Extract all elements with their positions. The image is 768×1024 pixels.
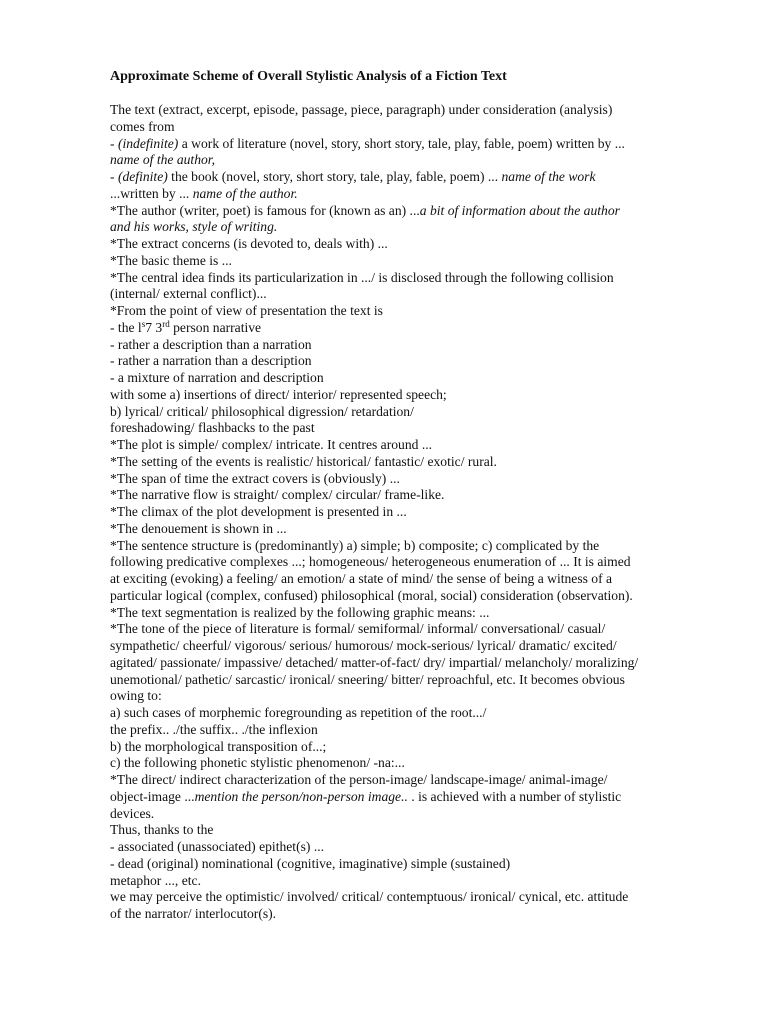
italic-segment: name of the work — [501, 169, 596, 184]
text-line — [110, 337, 730, 354]
text-segment: *The author (writer, poet) is famous for (known as an) ... — [110, 202, 420, 218]
text-segment: - a mixture of narration and description — [110, 370, 324, 385]
text-segment: - rather a narration than a description — [110, 353, 312, 369]
text-segment: comes from — [110, 118, 175, 134]
text-segment: sympathetic/ cheerful/ vigorous/ serious/ humorous/ mock-serious/ lyrical/ dramatic/ excited/ — [110, 638, 617, 653]
text-segment: we may perceive the optimistic/ involved/ critical/ contemptuous/ ironical/ cynical, etc. attitude — [110, 889, 629, 905]
text-segment: *The central idea finds its particularization in .../ is disclosed through the following collision — [110, 269, 614, 285]
text-line — [110, 873, 730, 890]
text-segment: (internal/ external conflict)... — [110, 286, 267, 302]
text-line — [110, 806, 730, 823]
text-segment: *The direct/ indirect characterization of the person-image/ landscape-image/ animal-image/ — [110, 772, 608, 787]
text-segment: *The tone of the piece of literature is formal/ semiformal/ informal/ conversational/ casual/ — [110, 621, 606, 637]
italic-segment: and his works, style of writing. — [110, 219, 278, 235]
text-segment: Thus, thanks to the — [110, 822, 214, 838]
text-segment: the book (novel, story, short story, tale, play, fable, poem) ... — [167, 169, 502, 184]
text-line — [110, 353, 730, 370]
text-line — [110, 102, 730, 119]
text-line — [110, 789, 730, 806]
text-line — [110, 554, 730, 571]
text-segment: - — [110, 135, 118, 151]
text-segment: of the narrator/ interlocutor(s). — [110, 906, 277, 921]
text-segment: a) such cases of morphemic foregrounding as repetition of the root.../ — [110, 705, 487, 720]
text-line — [110, 303, 730, 320]
text-line — [110, 504, 730, 521]
text-segment: c) the following phonetic stylistic phenomenon/ -na:... — [110, 755, 405, 771]
italic-segment: (indefinite) — [117, 135, 179, 151]
text-segment: agitated/ passionate/ impassive/ detached/ matter-of-fact/ dry/ impartial/ melancholy/ moralizing/ — [110, 654, 639, 670]
text-line — [110, 588, 730, 605]
text-segment: with some a) insertions of direct/ interior/ represented speech; — [110, 386, 447, 402]
text-line — [110, 270, 730, 287]
text-segment: b) the morphological transposition of...; — [110, 738, 327, 754]
text-segment: *The sentence structure is (predominantly) a) simple; b) composite; c) complicated by the — [110, 537, 600, 553]
text-segment: *The text segmentation is realized by the following graphic means: ... — [110, 604, 490, 620]
text-line — [110, 236, 730, 253]
text-segment: the prefix.. ./the suffix.. ./the inflexion — [110, 721, 318, 737]
text-line — [110, 286, 730, 303]
text-line — [110, 772, 730, 789]
text-segment: metaphor ..., etc. — [110, 872, 201, 888]
text-line — [110, 621, 730, 638]
text-line — [110, 370, 730, 387]
document-body — [110, 102, 730, 923]
text-segment: *The basic theme is ... — [110, 252, 232, 268]
text-line — [110, 203, 730, 220]
text-segment: *The denouement is shown in ... — [110, 520, 287, 536]
text-line — [110, 906, 730, 923]
text-segment: a work of literature (novel, story, short story, tale, play, fable, poem) written by ... — [178, 135, 625, 151]
italic-segment: mention the person/non-person image.. — [194, 788, 408, 804]
text-line — [110, 119, 730, 136]
italic-segment: name of the author. — [192, 185, 298, 201]
text-line — [110, 169, 730, 186]
text-line — [110, 253, 730, 270]
text-line — [110, 672, 730, 689]
text-line — [110, 571, 730, 588]
text-line — [110, 638, 730, 655]
text-line — [110, 739, 730, 756]
text-segment: *The narrative flow is straight/ complex/ circular/ frame-like. — [110, 487, 445, 503]
text-segment: - the l — [110, 319, 142, 335]
text-line — [110, 538, 730, 555]
text-line — [110, 722, 730, 739]
text-line — [110, 454, 730, 471]
text-line — [110, 688, 730, 705]
text-segment: *The setting of the events is realistic/ historical/ fantastic/ exotic/ rural. — [110, 453, 497, 469]
text-line — [110, 437, 730, 454]
text-segment: following predicative complexes ...; homogeneous/ heterogeneous enumeration of ... It is aimed — [110, 554, 631, 570]
text-line — [110, 404, 730, 421]
text-segment: b) lyrical/ critical/ philosophical digression/ retardation/ — [110, 403, 414, 419]
text-segment: . is achieved with a number of stylistic — [407, 788, 622, 804]
text-segment: particular logical (complex, confused) philosophical (moral, social) consideration (observation). — [110, 587, 633, 603]
text-segment: - — [110, 169, 118, 184]
text-segment: - rather a description than a narration — [110, 336, 312, 352]
text-segment: object-image ... — [110, 788, 195, 804]
text-line — [110, 605, 730, 622]
text-segment: *The span of time the extract covers is (obviously) ... — [110, 470, 400, 486]
italic-segment: (definite) — [117, 169, 168, 184]
text-line — [110, 471, 730, 488]
text-segment: at exciting (evoking) a feeling/ an emotion/ a state of mind/ the sense of being a witness of a — [110, 571, 613, 586]
text-line — [110, 219, 730, 236]
text-line — [110, 387, 730, 404]
text-segment: *From the point of view of presentation the text is — [110, 303, 383, 318]
text-line — [110, 420, 730, 437]
italic-segment: name of the author, — [110, 152, 215, 168]
text-segment: ...written by ... — [110, 185, 193, 201]
text-segment: foreshadowing/ flashbacks to the past — [110, 420, 315, 436]
text-segment: The text (extract, excerpt, episode, passage, piece, paragraph) under consideration (analysis) — [110, 102, 613, 117]
text-segment: owing to: — [110, 688, 162, 704]
text-line — [110, 705, 730, 722]
text-line — [110, 822, 730, 839]
italic-segment: a bit of information about the author — [419, 202, 620, 218]
text-line — [110, 136, 730, 153]
text-line — [110, 889, 730, 906]
text-line — [110, 755, 730, 772]
text-line — [110, 839, 730, 856]
text-line — [110, 655, 730, 672]
text-segment: - dead (original) nominational (cognitive, imaginative) simple (sustained) — [110, 855, 511, 871]
superscript-segment: s — [141, 318, 146, 329]
text-segment: *The plot is simple/ complex/ intricate. It centres around ... — [110, 437, 433, 452]
text-line — [110, 320, 730, 337]
text-segment: *The extract concerns (is devoted to, deals with) ... — [110, 236, 388, 251]
text-line — [110, 152, 730, 169]
superscript-segment: rd — [162, 318, 170, 329]
text-segment: devices. — [110, 805, 155, 821]
text-segment: - associated (unassociated) epithet(s) ... — [110, 839, 325, 854]
text-segment: 7 3 — [145, 319, 163, 335]
text-line — [110, 521, 730, 538]
text-line — [110, 186, 730, 203]
text-segment: *The climax of the plot development is presented in ... — [110, 504, 407, 519]
text-segment: person narrative — [169, 319, 262, 335]
text-line — [110, 856, 730, 873]
text-line — [110, 487, 730, 504]
text-segment: unemotional/ pathetic/ sarcastic/ ironical/ sneering/ bitter/ reproachful, etc. It becomes obvious — [110, 671, 625, 687]
document-title: Approximate Scheme of Overall Stylistic Analysis of a Fiction Text — [110, 69, 507, 84]
